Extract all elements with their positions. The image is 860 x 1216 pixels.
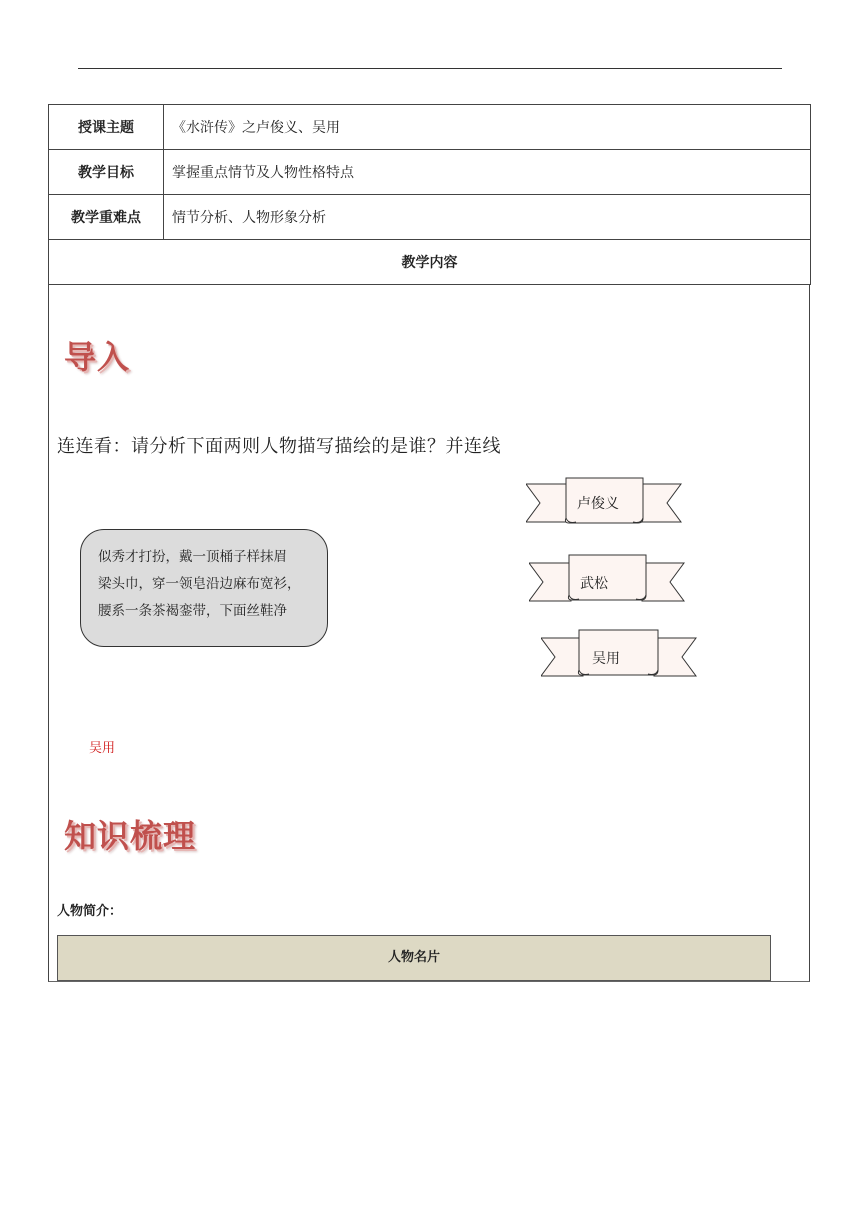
table-row: [49, 195, 811, 240]
header-rule: [78, 68, 782, 69]
ribbon-banner-icon: [529, 553, 689, 609]
difficulty-label: 教学重难点: [49, 195, 164, 240]
answer-text: 吴用: [89, 741, 116, 756]
option-label: 武松: [580, 576, 608, 592]
option-ribbon-lu-junyi[interactable]: [526, 474, 686, 530]
difficulty-value: 情节分析、人物形象分析: [164, 195, 811, 240]
description-line: 梁头巾，穿一领皂沿边麻布宽衫，: [98, 576, 301, 592]
table-row: [49, 240, 811, 285]
goal-value: 掌握重点情节及人物性格特点: [164, 150, 811, 195]
description-line: 腰系一条茶褐銮带，下面丝鞋净: [98, 603, 287, 619]
info-table: [48, 104, 811, 285]
matching-question: 连连看：请分析下面两则人物描写描绘的是谁？并连线: [57, 436, 501, 457]
intro-title: 导入: [64, 338, 131, 376]
goal-label: 教学目标: [49, 150, 164, 195]
description-box: [80, 529, 328, 647]
character-card-header: 人物名片: [57, 935, 771, 981]
option-label: 卢俊义: [577, 496, 619, 512]
table-row: [49, 105, 811, 150]
option-ribbon-wu-yong[interactable]: [541, 628, 701, 684]
topic-label: 授课主题: [49, 105, 164, 150]
topic-value: 《水浒传》之卢俊义、吴用: [164, 105, 811, 150]
character-intro-label: 人物简介：: [57, 904, 123, 919]
description-line: 似秀才打扮，戴一顶桶子样抹眉: [98, 549, 287, 565]
content-header: 教学内容: [49, 240, 811, 285]
knowledge-title: 知识梳理: [64, 817, 197, 855]
ribbon-banner-icon: [541, 628, 701, 684]
table-row: [49, 150, 811, 195]
option-ribbon-wu-song[interactable]: [529, 553, 689, 609]
option-label: 吴用: [592, 651, 620, 667]
